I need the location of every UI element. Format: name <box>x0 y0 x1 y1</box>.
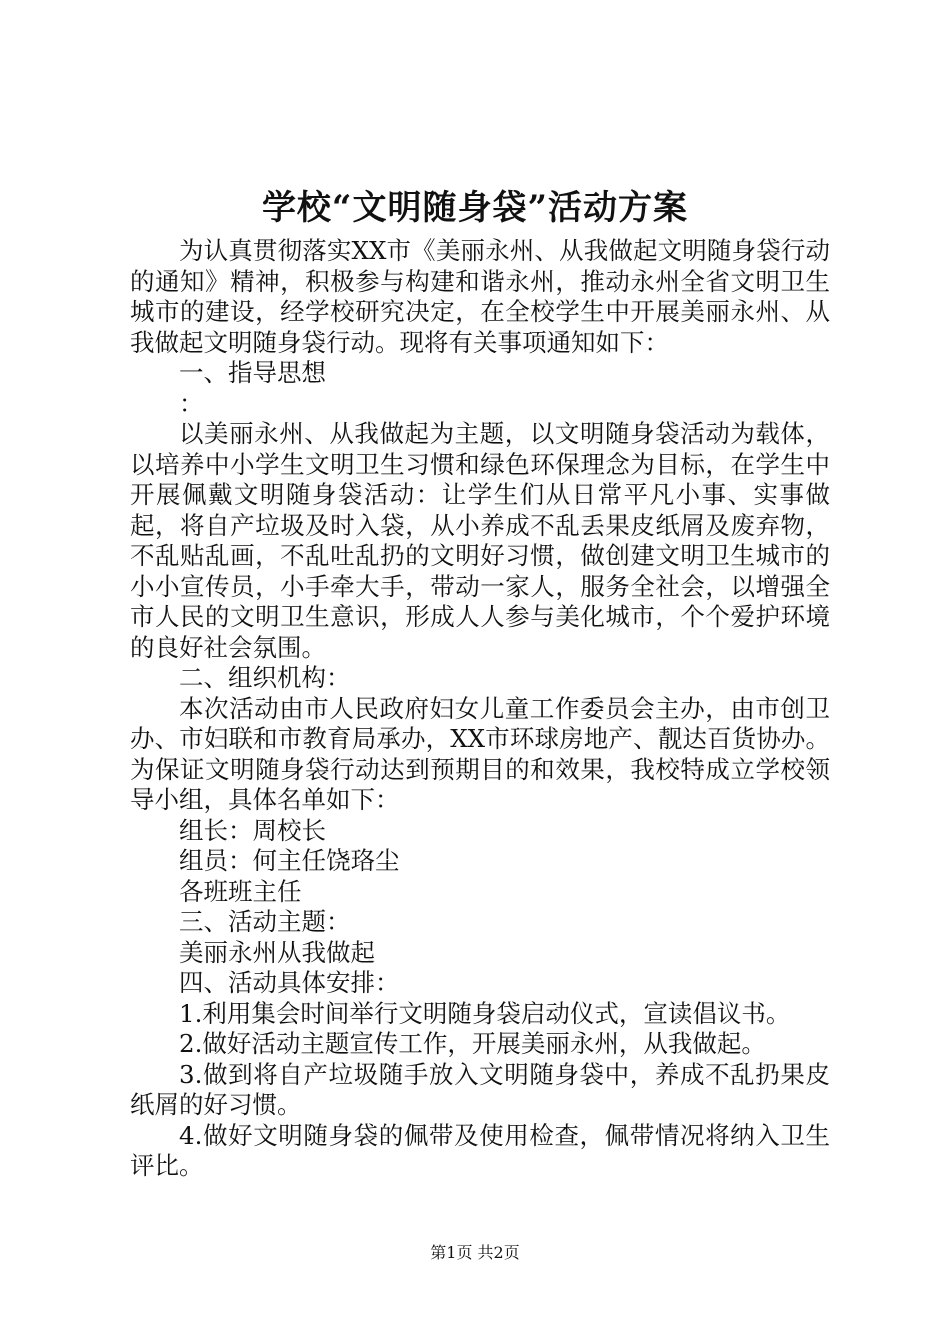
heading-organization: 二、组织机构： <box>179 663 351 692</box>
page-number-footer: 第1页 共2页 <box>430 1243 520 1262</box>
paragraph-colon: ： <box>179 388 204 418</box>
paragraph-theme: 美丽永州从我做起 <box>179 937 375 967</box>
heading-guiding-idea: 一、指导思想 <box>179 358 326 387</box>
list-item-arrangement-1: 1.利用集会时间举行文明随身袋启动仪式，宣读倡议书。 <box>179 998 791 1028</box>
document-title: 学校“文明随身袋”活动方案 <box>261 188 689 228</box>
heading-theme: 三、活动主题： <box>179 907 351 936</box>
heading-arrangements: 四、活动具体安排： <box>179 968 400 997</box>
list-item-members: 组员：何主任饶珞尘 <box>179 846 400 875</box>
paragraph-guiding-idea: 以美丽永州、从我做起为主题，以文明随身袋活动为载体，以培养中小学生文明卫生习惯和绿色环保理念为目标，在学生中开展佩戴文明随身袋活动：让学生们从日常平凡小事、实事做起，将自产垃圾及时入袋，从小养成不乱丢果皮纸屑及废弃物，不乱贴乱画，不乱吐乱扔的文明好习惯，做创建文明卫生城市的小小宣传员，小手牵大手，带动一家人，服务全社会，以增强全市人民的文明卫生意识，形成人人参与美化城市，个个爱护环境的良好社会氛围。 <box>130 419 830 662</box>
list-item-arrangement-3: 3.做到将自产垃圾随手放入文明随身袋中，养成不乱扔果皮纸屑的好习惯。 <box>130 1059 830 1119</box>
list-item-class-teachers: 各班班主任 <box>179 876 302 906</box>
list-item-arrangement-4: 4.做好文明随身袋的佩带及使用检查，佩带情况将纳入卫生评比。 <box>130 1120 830 1180</box>
document-body <box>130 236 830 1182</box>
list-item-arrangement-2: 2.做好活动主题宣传工作，开展美丽永州，从我做起。 <box>179 1029 766 1058</box>
paragraph-organization: 本次活动由市人民政府妇女儿童工作委员会主办，由市创卫办、市妇联和市教育局承办，XX市环球房地产、靓达百货协办。为保证文明随身袋行动达到预期目的和效果，我校特成立学校领导小组，具体名单如下： <box>130 693 830 814</box>
list-item-leader: 组长：周校长 <box>179 815 326 845</box>
paragraph-intro: 为认真贯彻落实XX市《美丽永州、从我做起文明随身袋行动的通知》精神，积极参与构建和谐永州，推动永州全省文明卫生城市的建设，经学校研究决定，在全校学生中开展美丽永州、从我做起文明随身袋行动。现将有关事项通知如下： <box>130 236 830 357</box>
